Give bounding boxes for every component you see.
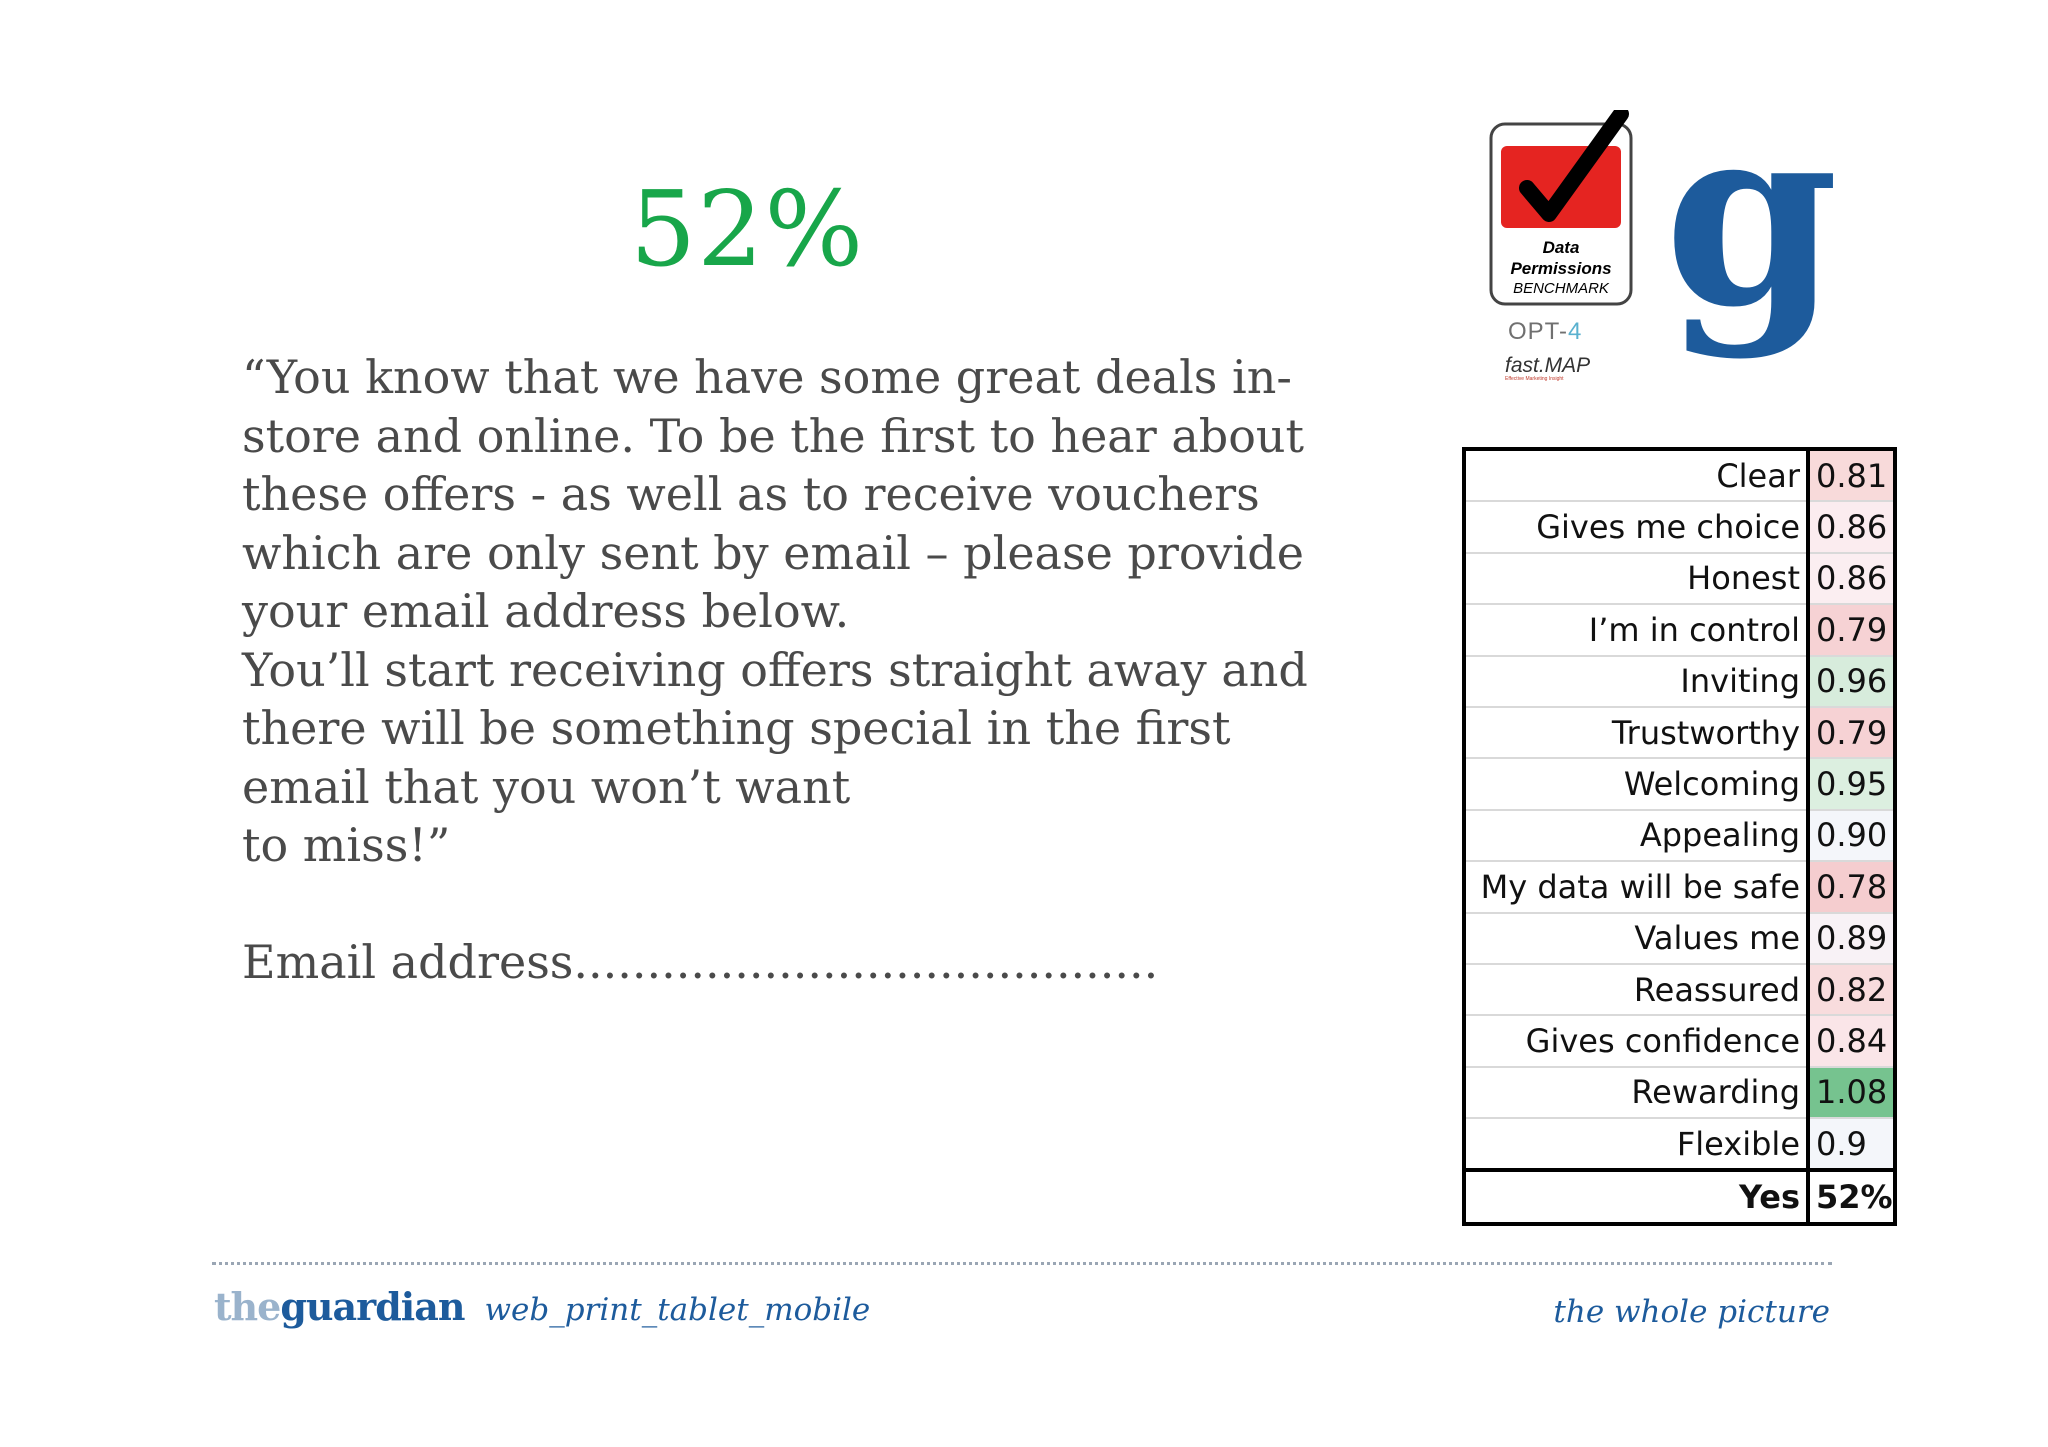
opt4-logo [1508, 318, 1582, 346]
score-label: Honest [1464, 553, 1808, 604]
score-value: 0.96 [1808, 656, 1895, 707]
score-row [1464, 913, 1895, 964]
score-value: 0.9 [1808, 1118, 1895, 1170]
score-value: 0.84 [1808, 1015, 1895, 1066]
score-row [1464, 1118, 1895, 1170]
opt-in-quote [242, 348, 1332, 875]
score-label: Inviting [1464, 656, 1808, 707]
score-row [1464, 553, 1895, 604]
total-row [1464, 1170, 1895, 1224]
data-permissions-benchmark-logo [1487, 110, 1635, 308]
score-row [1464, 1067, 1895, 1118]
fastmap-logo [1505, 354, 1590, 382]
score-value: 0.86 [1808, 501, 1895, 552]
quote-paragraph: You’ll start receiving offers straight away and there will be something special in the first email that you won’t want [242, 642, 1308, 814]
badge-line: Data [1542, 238, 1580, 257]
score-label: Gives confidence [1464, 1015, 1808, 1066]
score-value: 0.95 [1808, 758, 1895, 809]
footer-tagline: web_print_tablet_mobile [484, 1292, 871, 1328]
quote-paragraph: “You know that we have some great deals in-store and online. To be the first to hear about these offers - as well as to receive vouchers which are only sent by email – please provide your email address below. [242, 350, 1304, 638]
score-value: 1.08 [1808, 1067, 1895, 1118]
footer-slogan: the whole picture [1553, 1294, 1830, 1330]
score-value: 0.90 [1808, 810, 1895, 861]
score-label: My data will be safe [1464, 861, 1808, 912]
guardian-g-logo: g [1664, 68, 1839, 362]
score-value: 0.79 [1808, 604, 1895, 655]
score-label: Trustworthy [1464, 707, 1808, 758]
headline-percentage: 52% [630, 168, 865, 290]
footer-branding [214, 1284, 870, 1334]
email-address-field: Email address........................................ [242, 935, 1159, 989]
score-label: Rewarding [1464, 1067, 1808, 1118]
badge-line: Permissions [1510, 259, 1612, 278]
fastmap-subtext: Effective Marketing Insight [1505, 376, 1564, 382]
score-row [1464, 964, 1895, 1015]
score-label: Appealing [1464, 810, 1808, 861]
score-row [1464, 656, 1895, 707]
score-value: 0.86 [1808, 553, 1895, 604]
score-value: 0.82 [1808, 964, 1895, 1015]
total-label: Yes [1464, 1170, 1808, 1224]
score-label: Clear [1464, 449, 1808, 501]
total-value: 52% [1808, 1170, 1895, 1224]
fastmap-text: fast.MAP [1505, 354, 1591, 377]
score-value: 0.78 [1808, 861, 1895, 912]
score-label: Welcoming [1464, 758, 1808, 809]
attribute-scores-table [1462, 447, 1897, 1226]
opt4-digit: 4 [1568, 318, 1583, 345]
score-value: 0.81 [1808, 449, 1895, 501]
score-row [1464, 810, 1895, 861]
quote-paragraph: to miss!” [242, 818, 451, 872]
opt4-text: OPT- [1508, 318, 1569, 345]
score-label: I’m in control [1464, 604, 1808, 655]
score-label: Flexible [1464, 1118, 1808, 1170]
score-label: Reassured [1464, 964, 1808, 1015]
badge-line: BENCHMARK [1513, 280, 1609, 297]
dotted-divider [212, 1262, 1832, 1265]
score-value: 0.79 [1808, 707, 1895, 758]
score-row [1464, 707, 1895, 758]
score-label: Gives me choice [1464, 501, 1808, 552]
score-row [1464, 758, 1895, 809]
score-value: 0.89 [1808, 913, 1895, 964]
score-row [1464, 861, 1895, 912]
guardian-wordmark: theguardian [214, 1284, 465, 1329]
score-label: Values me [1464, 913, 1808, 964]
score-row [1464, 1015, 1895, 1066]
score-row [1464, 501, 1895, 552]
score-row [1464, 449, 1895, 501]
score-row [1464, 604, 1895, 655]
